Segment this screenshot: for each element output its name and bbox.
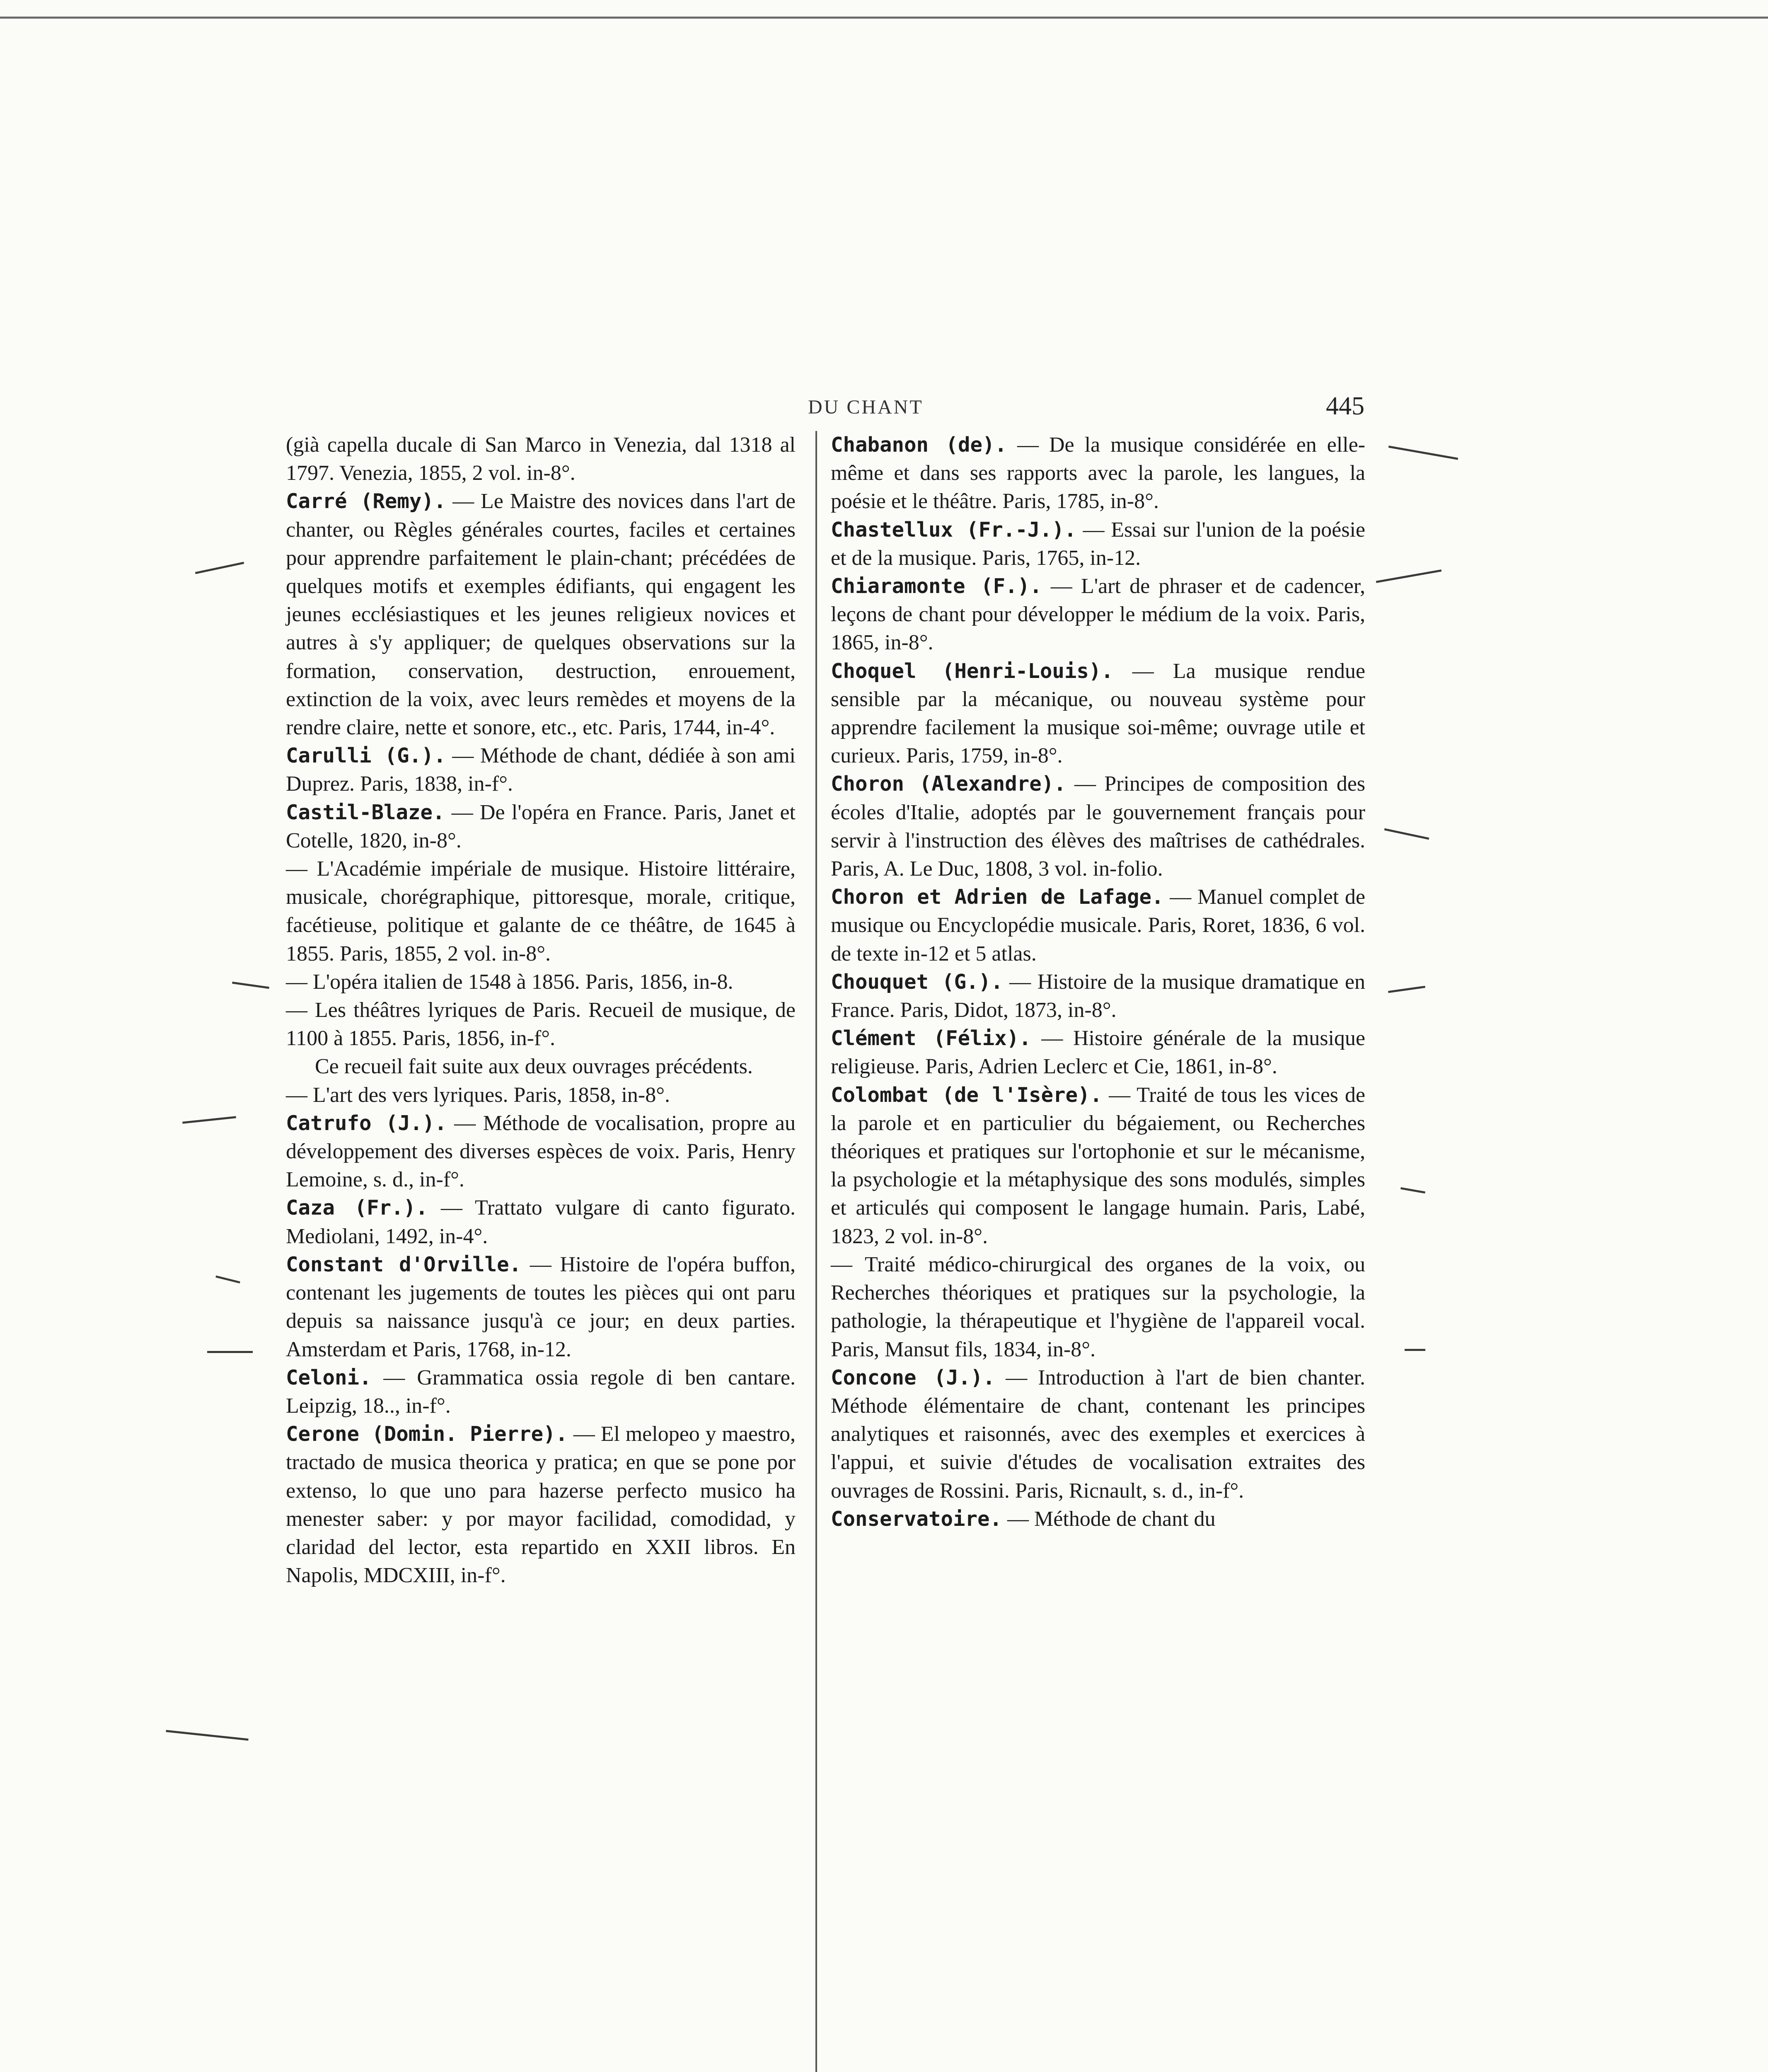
running-header: DU CHANT bbox=[808, 396, 924, 418]
margin-mark bbox=[1384, 828, 1429, 840]
margin-mark bbox=[1405, 1349, 1425, 1351]
entry: Choquel (Henri-Louis). — La musique rendue sensible par la mécanique, ou nouveau système pour apprendre facilement la musique soi-même; ouvrage utile et curieux. Paris, 1759, in-8°. bbox=[831, 659, 1365, 768]
entry: Colombat (de l'Isère). — Traité de tous les vices de la parole et en particulier du bégaiement, ou Recherches théoriques et pratiques sur l'ortophonie et sur le mécanisme, la psychologie et la métaphysique des sons modulés, simples et articulés qui composent le langage humain. Paris, Labé, 1823, 2 vol. in-8°. bbox=[831, 1083, 1365, 1248]
entry: Choron et Adrien de Lafage. — Manuel complet de musique ou Encyclopédie musicale. Paris, Roret, 1836, 6 vol. de texte in-12 et 5 atlas. bbox=[831, 885, 1365, 966]
entry: Carré (Remy). — Le Maistre des novices dans l'art de chanter, ou Règles générales courtes, faciles et certaines pour apprendre parfaitement le plain-chant; précédées de quelques motifs et exemples édifiants, qui engagent les jeunes ecclésiastiques et les jeunes religieux novices et autres à s'y appliquer; de quelques observations sur la formation, conservation, destruction, enrouement, extinction de la voix, avec leurs remèdes et moyens de la rendre claire, nette et sonore, etc., etc. Paris, 1744, in-4°. bbox=[286, 489, 796, 740]
entry: Choron (Alexandre). — Principes de composition des écoles d'Italie, adoptés par le gouvernement français pour servir à l'instruction des élèves des maîtrises de cathédrales. Paris, A. Le Duc, 1808, 3 vol. in-folio. bbox=[831, 772, 1366, 881]
entry: (già capella ducale di San Marco in Venezia, dal 1318 al 1797. Venezia, 1855, 2 vol. in-8°. bbox=[286, 433, 796, 485]
entry: — L'art des vers lyriques. Paris, 1858, in-8°. bbox=[286, 1083, 670, 1107]
entry: Chastellux (Fr.-J.). — Essai sur l'union de la poésie et de la musique. Paris, 1765, in-12. bbox=[831, 518, 1366, 570]
entry: Catrufo (J.). — Méthode de vocalisation, propre au développement des diverses espèces de voix. Paris, Henry Lemoine, s. d., in-f°. bbox=[286, 1111, 796, 1192]
entry: Concone (J.). — Introduction à l'art de bien chanter. Méthode élémentaire de chant, contenant les principes analytiques et raisonnés, avec des exemples et exercices à l'appui, et suivie d'études de vocalisation extraites des ouvrages de Rossini. Paris, Ricnault, s. d., in-f°. bbox=[831, 1365, 1365, 1503]
margin-mark bbox=[207, 1351, 253, 1353]
entry: Cerone (Domin. Pierre). — El melopeo y maestro, tractado de musica theorica y pratica; en que se pone por extenso, lo que uno para hazerse perfecto musico ha menester saber: y por mayor facilidad, comodidad, y claridad del lector, esta repartido en XXII libros. En Napolis, MDCXIII, in-f°. bbox=[286, 1422, 796, 1588]
column-divider bbox=[815, 431, 817, 2072]
margin-mark bbox=[1388, 445, 1458, 460]
entry: Castil-Blaze. — De l'opéra en France. Paris, Janet et Cotelle, 1820, in-8°. bbox=[286, 800, 796, 852]
margin-mark bbox=[1376, 569, 1441, 583]
entry: — Traité médico-chirurgical des organes de la voix, ou Recherches théoriques et pratiques sur la psychologie, la pathologie, la thérapeutique et l'hygiène de l'appareil vocal. Paris, Mansut fils, 1834, in-8°. bbox=[831, 1252, 1365, 1361]
margin-mark bbox=[232, 982, 269, 989]
entry: — L'opéra italien de 1548 à 1856. Paris, 1856, in-8. bbox=[286, 970, 733, 994]
margin-mark bbox=[182, 1116, 236, 1124]
entry-note: Ce recueil fait suite aux deux ouvrages précédents. bbox=[315, 1055, 753, 1079]
entry: Conservatoire. — Méthode de chant du bbox=[831, 1507, 1216, 1531]
margin-mark bbox=[215, 1276, 240, 1283]
entry: Clément (Félix). — Histoire générale de la musique religieuse. Paris, Adrien Leclerc et Cie, 1861, in-8°. bbox=[831, 1026, 1365, 1079]
margin-mark bbox=[1388, 986, 1425, 993]
entry: Chiaramonte (F.). — L'art de phraser et de cadencer, leçons de chant pour développer le médium de la voix. Paris, 1865, in-8°. bbox=[831, 574, 1365, 655]
entry: Caza (Fr.). — Trattato vulgare di canto figurato. Mediolani, 1492, in-4°. bbox=[286, 1196, 796, 1248]
entry: Celoni. — Grammatica ossia regole di ben cantare. Leipzig, 18.., in-f°. bbox=[286, 1365, 796, 1418]
left-column bbox=[286, 431, 796, 1590]
entry: Constant d'Orville. — Histoire de l'opéra buffon, contenant les jugements de toutes les pièces qui ont paru depuis sa naissance jusqu'à ce jour; en deux parties. Amsterdam et Paris, 1768, in-12. bbox=[286, 1252, 796, 1361]
page-number: 445 bbox=[1326, 392, 1364, 420]
margin-mark bbox=[195, 562, 244, 574]
entry: Chabanon (de). — De la musique considérée en elle-même et dans ses rapports avec la parole, les langues, la poésie et le théâtre. Paris, 1785, in-8°. bbox=[831, 433, 1365, 513]
right-column bbox=[831, 431, 1365, 1533]
entry: Chouquet (G.). — Histoire de la musique dramatique en France. Paris, Didot, 1873, in-8°. bbox=[831, 970, 1365, 1022]
top-rule bbox=[0, 17, 1768, 19]
entry: — Les théâtres lyriques de Paris. Recueil de musique, de 1100 à 1855. Paris, 1856, in-f°. bbox=[286, 998, 796, 1051]
margin-mark bbox=[1400, 1187, 1425, 1193]
margin-mark bbox=[166, 1730, 248, 1741]
entry: — L'Académie impériale de musique. Histoire littéraire, musicale, chorégraphique, pittoresque, morale, critique, facétieuse, politique et galante de ce théâtre, de 1645 à 1855. Paris, 1855, 2 vol. in-8°. bbox=[286, 857, 796, 966]
entry: Carulli (G.). — Méthode de chant, dédiée à son ami Duprez. Paris, 1838, in-f°. bbox=[286, 744, 796, 796]
